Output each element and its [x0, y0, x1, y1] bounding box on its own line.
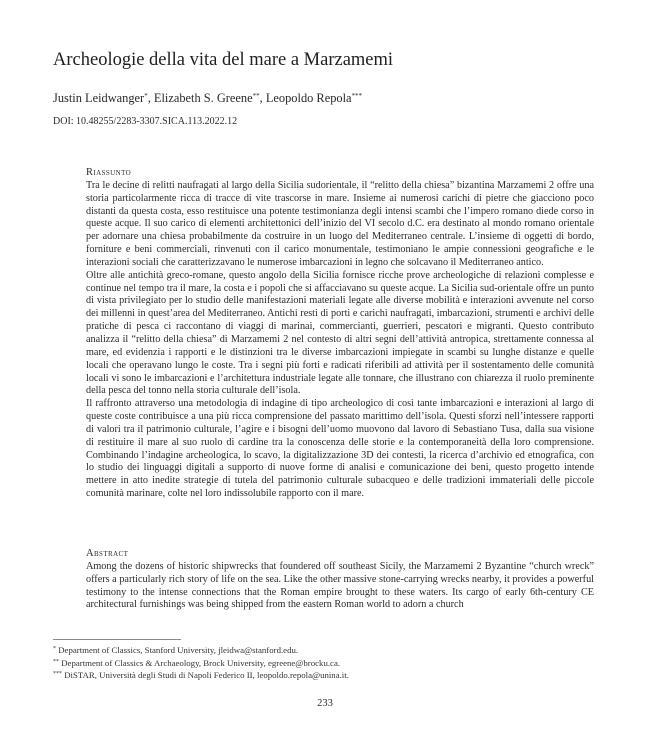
footnote-mark: ***: [53, 671, 62, 678]
footnote-divider: [53, 639, 181, 640]
author-name: Leopoldo Repola: [265, 91, 352, 105]
footnote-mark: *: [53, 646, 56, 652]
author-footnote-mark: ***: [351, 92, 363, 100]
footnote-text: Department of Classics & Archaeology, Brock University, egreene@brocku.ca.: [61, 657, 341, 668]
article-title: Archeologie della vita del mare a Marzamemi: [53, 50, 394, 70]
author-footnote-mark: *: [144, 92, 148, 100]
riassunto-paragraph: Tra le decine di relitti naufragati al largo della Sicilia sudorientale, il “relitto della chiesa” bizantina Marzamemi 2 offre una storia particolarmente ricca di tracce di vite trascorse in mare. Insieme ai numerosi carichi di pietre che giacciono poco distanti da questa costa, esso restituisce una potente testimonianza degli intensi scambi che l’impero romano diede corso in queste acque. Il suo carico di elementi architettonici dell’inizio del VI secolo d.C. era destinato al mondo romano orientale per adornare una chiesa probabilmente da costruire in un luogo del Mediterraneo centrale. L’insieme di oggetti di bordo, forniture e beni commerciali, rinvenuti con il carico monumentale, testimoniano le ampie connessioni geografiche e le interazioni sociali che caratterizzavano le numerose imbarcazioni in legno che solcavano il Mediterraneo antico.: [86, 179, 594, 268]
page-number: 233: [317, 698, 333, 709]
author-name: Justin Leidwanger: [53, 91, 145, 105]
footnote-item: [53, 669, 593, 682]
doi-line: DOI: 10.48255/2283-3307.SICA.113.2022.12: [53, 116, 238, 127]
riassunto-paragraph: Il raffronto attraverso una metodologia di indagine di tipo archeologico di così tante imbarcazioni e interazioni al largo di queste coste contribuisce a una più ricca comprensione del passato marittimo dell’isola. Questi sforzi nell’intessere rapporti di valori tra il patrimonio culturale, l’agire e i bisogni dell’uomo muovono dal lavoro di Sebastiano Tusa, dalla sua visione di restituire il mare al suo ruolo di cardine tra la conoscenza delle storie e la contemporaneità della loro comprensione. Combinando l’indagine archeologica, lo scavo, la digitalizzazione 3D dei contesti, la ricerca d’archivio ed etnografica, con lo studio dei linguaggi digitali a supporto di nuove forme di analisi e comunicazione dei beni, questo progetto intende mettere in atto inedite strategie di tutela del patrimonio culturale subacqueo e delle tradizioni immateriali delle piccole comunità marinare, colte nel loro indissolubile rapporto con il mare.: [86, 398, 594, 500]
author-footnote-mark: **: [252, 92, 260, 100]
footnote-text: DiSTAR, Università degli Studi di Napoli Federico II, leopoldo.repola@unina.it.: [64, 670, 349, 681]
footnotes: [53, 644, 593, 682]
author-name: Elizabeth S. Greene: [153, 91, 253, 105]
abstract-section: [86, 548, 594, 612]
author-line: [53, 88, 613, 106]
author-separator: ,: [147, 91, 154, 105]
author-separator: ,: [259, 91, 266, 105]
footnote-mark: **: [53, 658, 59, 665]
footnote-text: Department of Classics, Stanford University, jleidwa@stanford.edu.: [58, 645, 299, 655]
abstract-paragraph: Among the dozens of historic shipwrecks that foundered off southeast Sicily, the Marzamemi 2 Byzantine “church wreck” offers a particularly rich story of life on the sea. Like the other massive stone-carrying wrecks nearby, it provides a powerful testimony to the intense connections that the Roman empire brought to these waters. Its cargo of early 6th-century CE architectural furnishings was being shipped from the eastern Roman world to adorn a church: [86, 560, 594, 611]
footnote-item: [53, 657, 593, 670]
riassunto-heading: Riassunto: [86, 167, 132, 178]
riassunto-section: [86, 167, 594, 501]
abstract-heading: Abstract: [86, 548, 129, 559]
footnote-item: [53, 644, 593, 657]
riassunto-paragraph: Oltre alle antichità greco-romane, questo angolo della Sicilia fornisce ricche prove archeologiche di relazioni complesse e continue nel tempo tra il mare, la costa e i popoli che si affacciavano su queste acque. La Sicilia sud-orientale offre un punto di vista privilegiato per lo studio delle manifestazioni materiali legate alle diverse mobilità e interazioni avvenute nel corso dei millenni in quest’area del Mediterraneo. Antichi resti di porti e carichi naufragati, imbarcazioni, strumenti e archivi delle pratiche di pesca ci raccontano di viaggi di marinai, commercianti, guerrieri, pescatori e migranti. Questo contributo analizza il “relitto della chiesa” di Marzamemi 2 nel contesto di altri segni dell’attività antropica, strettamente connessa al mare, ed evidenzia i rapporti e le distinzioni tra le diverse imbarcazioni impiegate in scambi su lunghe distanze e quelle locali che operavano lungo le coste. Tra i segni più forti e radicati riferibili ad attività per il sostentamento delle comunità locali vi sono le imbarcazioni e l’architettura industriale legate alle tonnare, che illustrano con chiarezza il ruolo preminente della pesca del tonno nella storia culturale dell’isola.: [86, 269, 594, 397]
